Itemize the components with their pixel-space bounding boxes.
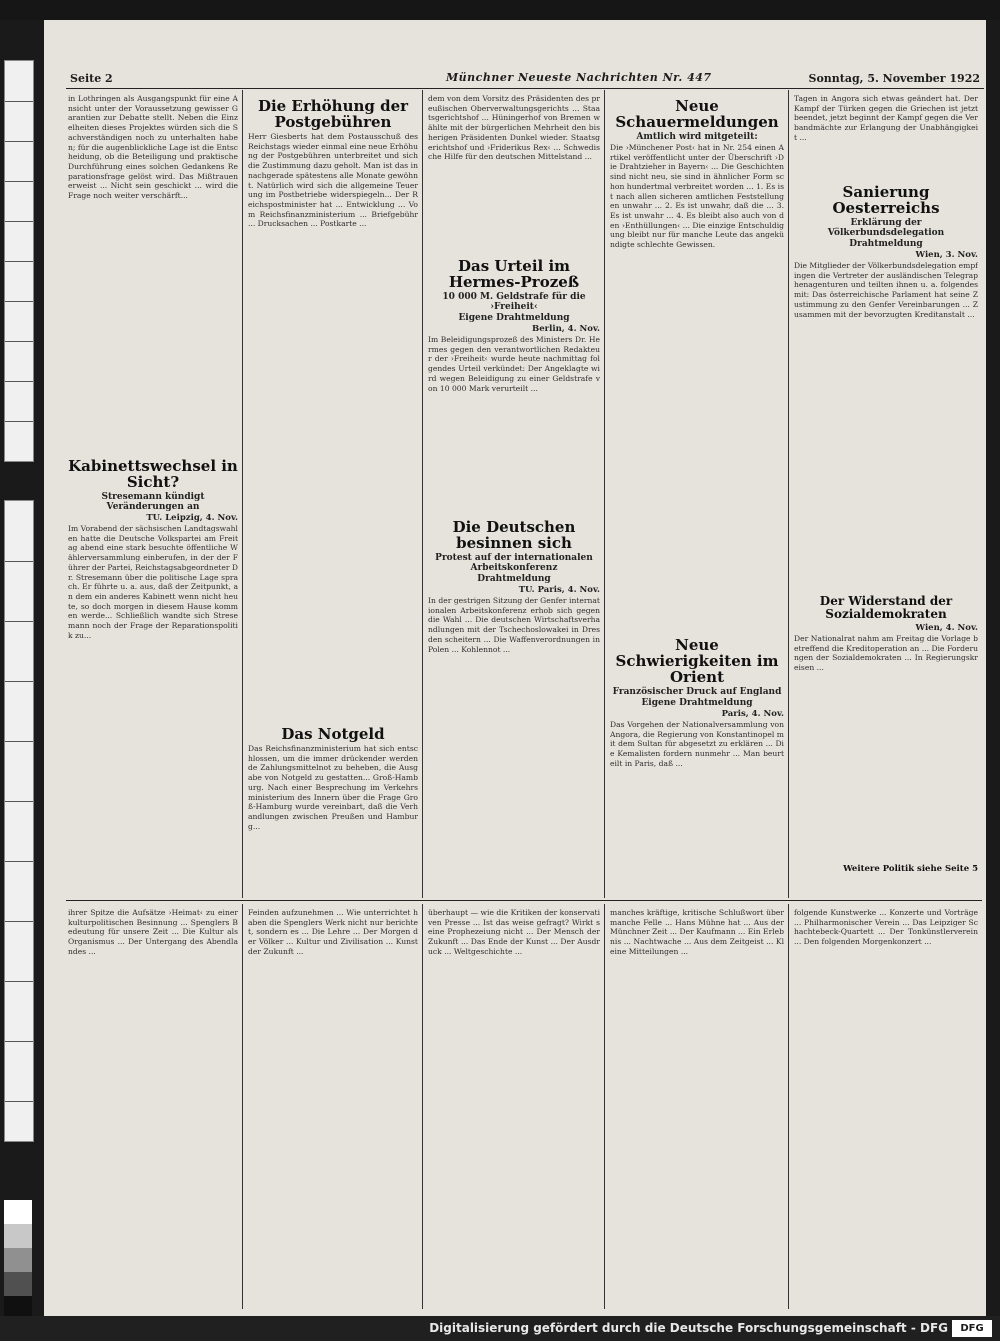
feuilleton-column-2 [248, 908, 418, 1308]
article-heading: Sanierung Oesterreichs [832, 183, 940, 217]
viewer-top-bar [0, 0, 1000, 20]
issue-date: Sonntag, 5. November 1922 [808, 72, 980, 85]
scale-ruler-lower [4, 500, 34, 1142]
article-heading: Kabinettswechsel in Sicht? [68, 457, 238, 491]
article-heading: Das Notgeld [281, 725, 385, 743]
newspaper-page [44, 20, 986, 1316]
article-body: Im Vorabend der sächsischen Landtagswahlen hatte die Deutsche Volkspartei am Freitag abend eine stark besuchte öffentliche Wählerversammlung einberufen, in der der Führer der Partei, Reichstagsabgeordneter Dr. Stresemann über die politische Lage sprach. Er führte u. a. aus, daß der Zeitpunkt, an dem ein anderes Kabinett wenn nicht heute, so doch morgen in diesem Hause kommen werde... Schließlich wandte sich Stresemann noch der Frage der Reparationspolitik zu... [68, 524, 238, 640]
article-dateline: Berlin, 4. Nov. [532, 324, 600, 334]
article-intro: dem von dem Vorsitz des Präsidenten des preußischen Oberverwaltungsgerichts ... Staatsgerichtshof ... Hüningerhof von Bremen wählte mit der bürgerlichen Mehrheit den bisherigen Präsidenten Dunkel wieder. Staatsgerichtshof und ›Friderikus Rex‹ ... Schwedische Hilfe für den deutschen Mittelstand ... [428, 94, 600, 162]
feuilleton-text: folgende Kunstwerke ... Konzerte und Vorträge ... Philharmonischer Verein ... Das Leipziger Schachtebeck-Quartett ... Der Tonkünstlerverein ... Den folgenden Morgenkonzert ... [794, 908, 978, 947]
feuilleton-text: ihrer Spitze die Aufsätze ›Heimat‹ zu einer kulturpolitischen Besinnung ... Spenglers Bedeutung für unsere Zeit ... Die Kultur als Organismus ... Der Untergang des Abendlandes ... [68, 908, 238, 956]
article-intro: Tagen in Angora sich etwas geändert hat. Der Kampf der Türken gegen die Griechen ist jetzt beendet, jetzt beginnt der Kampf gegen die Verbandmächte zur Erlangung der Unabhängigkeit ... [794, 94, 978, 142]
newspaper-title: Münchner Neueste Nachrichten Nr. 447 [446, 71, 712, 84]
article-body: Der Nationalrat nahm am Freitag die Vorlage betreffend die Kreditoperation an ... Die Forderungen der Sozialdemokraten ... In Regierungskreisen ... [794, 634, 978, 673]
footer-bar [0, 1316, 1000, 1341]
section-divider [66, 900, 982, 901]
feuilleton-column-1 [68, 908, 238, 1308]
column-5 [794, 94, 978, 898]
column-2 [248, 94, 418, 898]
article-dateline: Paris, 4. Nov. [721, 709, 784, 719]
article-dateline: Wien, 4. Nov. [915, 623, 978, 633]
article-subheading: Eigene Drahtmeldung [458, 313, 570, 323]
feuilleton-column-3 [428, 908, 600, 1308]
article-intro: in Lothringen als Ausgangspunkt für eine Ansicht unter der Voraussetzung gewisser Garantien zur Debatte stellt. Neben die Einzelheiten dieses Projektes würden sich die Sachverständigen noch zu unterhalten haben; für die augenblickliche Lage ist die Entscheidung, ob die Beteiligung und praktische Durchführung eines solchen Gedankens Reparationsfrage gelöst wird. Das Mißtrauen erweist ... Nicht sein geschickt ... wird die Frage noch weiter verschärft... [68, 94, 238, 201]
masthead [66, 70, 984, 89]
article-subheading: Drahtmeldung [849, 239, 923, 249]
article-body: Die ›Münchener Post‹ hat in Nr. 254 einen Artikel veröffentlicht unter der Überschrift ›Die Drahtzieher in Bayern‹ ... Die Geschichten sind nicht neu, sie sind in ähnlicher Form schon hundertmal verbreitet worden ... 1. Es ist nach allen sicheren amtlichen Feststellungen unwahr ... 2. Es ist unwahr, daß die ... 3. Es ist unwahr ... 4. Es bleibt also auch von den ›Enthüllungen‹ ... Die einzige Entschuldigung bleibt nur für manche Leute das angekündigte schlechte Gewissen. [610, 143, 784, 250]
feuilleton-text: überhaupt — wie die Kritiken der konservativen Presse ... Ist das weise gefragt? Wirkt seine Prophezeiung nicht ... Der Mensch der Zukunft ... Das Ende der Kunst ... Der Ausdruck ... Weltgeschichte ... [428, 908, 600, 956]
page-number: Seite 2 [70, 72, 113, 85]
feuilleton-column-4 [610, 908, 784, 1308]
article-body: Das Vorgehen der Nationalversammlung von Angora, die Regierung von Konstantinopel mit dem Sultan für abgesetzt zu erklären ... Die Kemalisten fordern nunmehr ... Man beurteilt in Paris, daß ... [610, 720, 784, 768]
column-1 [68, 94, 238, 898]
feuilleton-text: manches kräftige, kritische Schlußwort über manche Felle ... Hans Mühne hat ... Aus der Münchner Zeit ... Der Kaufmann ... Ein Erlebnis ... Nachtwache ... Aus dem Zeitgeist ... Kleine Mitteilungen ... [610, 908, 784, 956]
article-body: Herr Giesberts hat dem Postausschuß des Reichstags wieder einmal eine neue Erhöhung der Postgebühren unterbreitet und sich die Zustimmung dazu geholt. Man ist das in nachgerade spätestens alle Monate gewöhnt. Natürlich wird sich die allgemeine Teuerung im Postbetriebe widerspiegeln... Der Reichspostminister hat ... Entwicklung ... Vom Reichsfinanzministerium ... Briefgebühr ... Drucksachen ... Postkarte ... [248, 132, 418, 229]
scale-ruler [4, 60, 34, 462]
article-body: In der gestrigen Sitzung der Genfer internationalen Arbeitskonferenz erhob sich gegen die Wahl ... Die deutschen Wirtschaftsverhandlungen mit der Tschechoslowakei in Dresden scheitern ... Die Waffenverordnungen in Polen ... Kohlennot ... [428, 596, 600, 654]
viewer-left-margin [0, 20, 44, 1316]
article-subheading: Erklärung der Völkerbundsdelegation [827, 218, 945, 238]
article-heading: Neue Schwierigkeiten im Orient [615, 636, 779, 686]
article-heading: Die Erhöhung der Postgebühren [257, 97, 409, 131]
article-subheading: Stresemann kündigt Veränderungen an [101, 492, 205, 512]
color-calibration-chart [4, 1200, 32, 1320]
column-4 [610, 94, 784, 898]
article-subheading: 10 000 M. Geldstrafe für die ›Freiheit‹ [442, 292, 586, 312]
article-heading: Die Deutschen besinnen sich [452, 518, 576, 552]
funding-credit: Digitalisierung gefördert durch die Deutsche Forschungsgemeinschaft - DFG [429, 1321, 948, 1335]
article-subheading: Protest auf der internationalen Arbeitskonferenz [435, 553, 593, 573]
article-dateline: Wien, 3. Nov. [915, 250, 978, 260]
article-subheading: Französischer Druck auf England [612, 687, 782, 697]
feuilleton-text: Feinden aufzunehmen ... Wie unterrichtet haben die Spenglers Werk nicht nur berichtet, sondern es ... Die Lehre ... Der Morgen der Völker ... Kultur und Zivilisation ... Kunst der Zukunft ... [248, 908, 418, 956]
viewer-right-margin [986, 20, 1000, 1316]
article-subheading: Eigene Drahtmeldung [641, 698, 753, 708]
article-subheading: Drahtmeldung [477, 574, 551, 584]
article-heading: Neue Schauermeldungen [615, 97, 779, 131]
article-body: Im Beleidigungsprozeß des Ministers Dr. Hermes gegen den verantwortlichen Redakteur der ›Freiheit‹ wurde heute nachmittag folgendes Urteil verkündet: Der Angeklagte wird wegen Beleidigung zu einer Geldstrafe von 10 000 Mark verurteilt ... [428, 335, 600, 393]
article-dateline: TU. Leipzig, 4. Nov. [146, 513, 238, 523]
article-body: Die Mitglieder der Völkerbundsdelegation empfingen die Vertreter der ausländischen Telegraphenagenturen und teilten ihnen u. a. folgendes mit: Das österreichische Parlament hat seine Zustimmung zu den Genfer Vereinbarungen ... Zusammen mit der bevorzugten Kreditanstalt ... [794, 261, 978, 319]
article-heading: Das Urteil im Hermes-Prozeß [448, 257, 580, 291]
article-dateline: TU. Paris, 4. Nov. [518, 585, 600, 595]
article-subheading: Amtlich wird mitgeteilt: [636, 132, 758, 142]
dfg-logo: DFG [952, 1320, 992, 1337]
feuilleton-column-5 [794, 908, 978, 1308]
continuation-note: Weitere Politik siehe Seite 5 [843, 864, 978, 874]
column-3 [428, 94, 600, 898]
article-body: Das Reichsfinanzministerium hat sich entschlossen, um die immer drückender werdende Zahlungsmittelnot zu beheben, die Ausgabe von Notgeld zu gestatten... Groß-Hamburg. Nach einer Besprechung im Verkehrsministerium des Innern über die Frage Groß-Hamburg wurde vereinbart, daß die Verhandlungen zwischen Preußen und Hamburg... [248, 744, 418, 831]
article-heading: Der Widerstand der Sozialdemokraten [819, 594, 953, 621]
